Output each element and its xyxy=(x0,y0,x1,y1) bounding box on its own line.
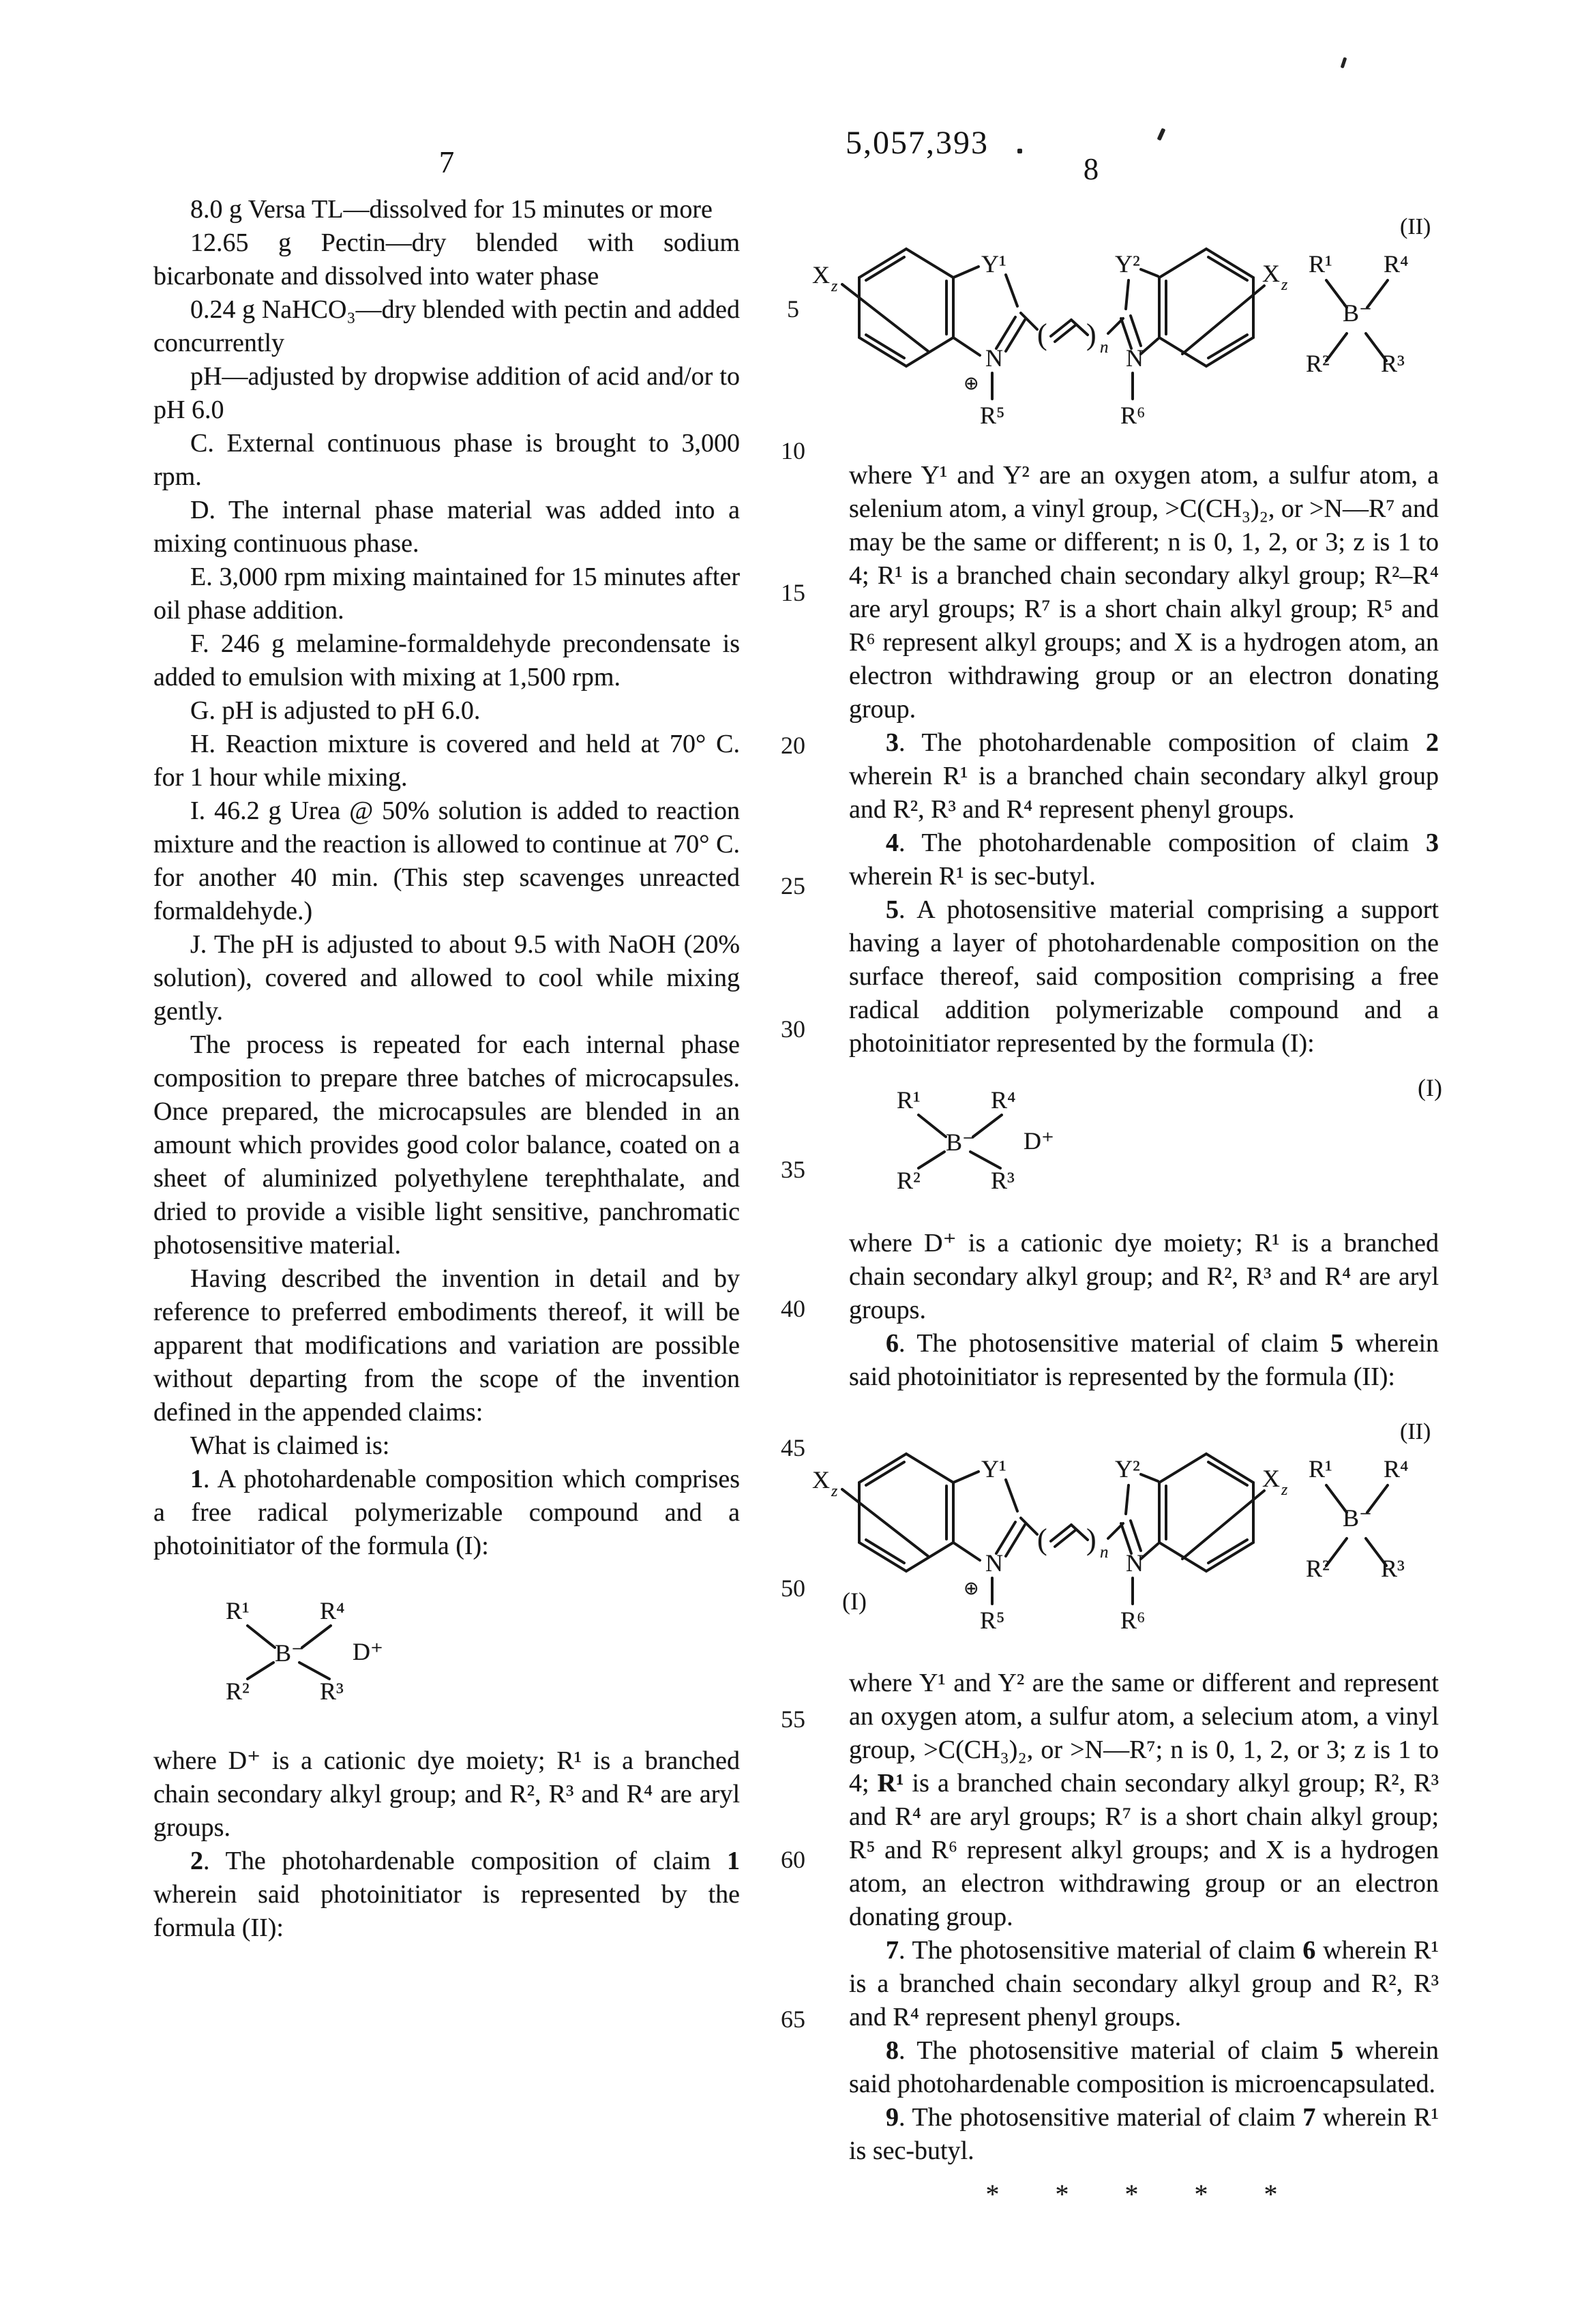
formula-II-label: (II) xyxy=(1400,1419,1431,1444)
atom-z-left-sub: z xyxy=(831,1483,838,1500)
patent-number: 5,057,393 xyxy=(846,125,989,161)
claim-6: 6. The photosensitive material of claim 5 wherein said photoinitiator is represented by the formula (II): xyxy=(849,1329,1439,1391)
step-e: E. 3,000 rpm mixing maintained for 15 minutes after oil phase addition. xyxy=(153,563,740,625)
scan-speck xyxy=(1157,128,1166,141)
formula-II-definition-bottom: where Y¹ and Y² are the same or different and represent an oxygen atom, a sulfur atom, a selecium atom, a vinyl group, >C(CH₃)₂, or >N—R⁷; n is 0, 1, 2, or 3; z is 1 to 4; R¹ is a branched chain secondary alkyl group; R², R³ and R⁴ are aryl groups; R⁷ is a short chain alkyl group; R⁵ and R⁶ represent alkyl groups; and X is a hydrogen atom, an electron withdrawing group or an electron donating group. xyxy=(849,1669,1439,1931)
line-number-5: 5 xyxy=(787,295,799,323)
formula-II-definition-top: where Y¹ and Y² are an oxygen atom, a sulfur atom, a selenium atom, a vinyl group, >C(CH₃)₂, or >N—R⁷ and may be the same or different; n is 0, 1, 2, or 3; z is 1 to 4; R¹ is a branched chain secondary alkyl group; R²–R⁴ are aryl groups; R⁷ is a short chain alkyl group; R⁵ and R⁶ represent alkyl groups; and X is a hydrogen atom, an electron withdrawing group or an electron donating group. xyxy=(849,461,1439,724)
step-versa-tl: 8.0 g Versa TL—dissolved for 15 minutes or more xyxy=(190,195,713,224)
atom-r2: R² xyxy=(897,1167,921,1193)
step-d: D. The internal phase material was added into a mixing continuous phase. xyxy=(153,496,740,558)
chain-open-paren: ( xyxy=(1037,318,1047,351)
formula-I-definition: where D⁺ is a cationic dye moiety; R¹ is a branched chain secondary alkyl group; and R², R³ and R⁴ are aryl groups. xyxy=(153,1746,740,1842)
right-column xyxy=(812,201,1442,2211)
claim-5: 5. A photosensitive material comprising a support having a layer of photohardenable composition on the surface thereof, said composition comprising a free radical addition polymerizable compound and a photoinitiator represented by the formula (I): xyxy=(849,895,1439,1058)
formula-II-structure xyxy=(811,204,1431,432)
formula-I-definition-right: where D⁺ is a cationic dye moiety; R¹ is a branched chain secondary alkyl group; and R², R³ and R⁴ are aryl groups. xyxy=(849,1229,1439,1324)
atom-r5: R⁵ xyxy=(980,1607,1005,1634)
atom-x-right: X xyxy=(1262,260,1280,287)
oplus-charge-icon: ⊕ xyxy=(964,373,979,394)
step-f: F. 246 g melamine-formaldehyde precondensate is added to emulsion with mixing at 1,500 rpm. xyxy=(153,629,740,691)
formula-II-structure xyxy=(811,1409,1431,1637)
atom-z-right-sub: z xyxy=(1281,276,1288,294)
step-j: J. The pH is adjusted to about 9.5 with NaOH (20% solution), covered and allowed to cool while mixing gently. xyxy=(153,930,740,1026)
atom-n-right: N xyxy=(1126,344,1144,372)
chain-close-paren: ) xyxy=(1086,1523,1096,1556)
atom-b: B⁻ xyxy=(946,1129,976,1156)
step-c: C. External continuous phase is brought to 3,000 rpm. xyxy=(153,429,740,491)
atom-d: D⁺ xyxy=(353,1638,383,1665)
step-nahco3: 0.24 g NaHCO₃—dry blended with pectin and added concurrently xyxy=(153,295,740,357)
chain-close-paren: ) xyxy=(1086,318,1096,351)
line-number-45: 45 xyxy=(781,1434,805,1461)
atom-r6: R⁶ xyxy=(1120,402,1146,429)
claim-4: 4. The photohardenable composition of claim 3 wherein R¹ is sec-butyl. xyxy=(849,829,1439,891)
atom-n-left: N xyxy=(985,344,1003,372)
what-is-claimed: What is claimed is: xyxy=(190,1431,390,1460)
atom-r1: R¹ xyxy=(897,1086,921,1114)
formula-II-block-top xyxy=(811,204,1431,441)
atom-r1: R¹ xyxy=(226,1597,250,1624)
scan-speck xyxy=(1017,149,1022,153)
formula-I-block-right xyxy=(884,1074,1442,1202)
atom-x-left: X xyxy=(812,261,830,288)
atom-x-left: X xyxy=(812,1466,830,1493)
atom-r2: R² xyxy=(226,1678,250,1704)
atom-r3: R³ xyxy=(991,1167,1015,1193)
column-number-8: 8 xyxy=(1083,152,1099,186)
claim-3: 3. The photohardenable composition of claim 2 wherein R¹ is a branched chain secondary alkyl group and R², R³ and R⁴ represent phenyl groups. xyxy=(849,728,1439,824)
line-number-55: 55 xyxy=(781,1705,805,1733)
step-i: I. 46.2 g Urea @ 50% solution is added to reaction mixture and the reaction is allowed to continue at 70° C. for another 40 min. (This step scavenges unreacted formaldehyde.) xyxy=(153,796,740,925)
atom-y1: Y¹ xyxy=(981,250,1006,278)
atom-r4: R⁴ xyxy=(991,1086,1016,1114)
atom-r2: R² xyxy=(1306,1555,1330,1582)
atom-y2: Y² xyxy=(1115,250,1140,278)
line-number-60: 60 xyxy=(781,1846,805,1873)
line-number-65: 65 xyxy=(781,2006,805,2033)
line-number-35: 35 xyxy=(781,1156,805,1183)
chain-open-paren: ( xyxy=(1037,1523,1047,1556)
column-number-7: 7 xyxy=(438,145,455,179)
step-pectin: 12.65 g Pectin—dry blended with sodium bicarbonate and dissolved into water phase xyxy=(153,228,740,290)
atom-z-right-sub: z xyxy=(1281,1481,1288,1499)
atom-d: D⁺ xyxy=(1024,1127,1054,1154)
line-number-50: 50 xyxy=(781,1575,805,1602)
line-number-30: 30 xyxy=(781,1015,805,1043)
formula-I-label: (I) xyxy=(1418,1074,1442,1101)
line-number-25: 25 xyxy=(781,872,805,899)
formula-I-structure xyxy=(884,1081,1069,1193)
scan-speck xyxy=(1341,57,1347,69)
atom-n-left: N xyxy=(985,1549,1003,1577)
step-h: H. Reaction mixture is covered and held at 70° C. for 1 hour while mixing. xyxy=(153,730,740,792)
atom-b: B⁻ xyxy=(275,1639,305,1667)
atom-r2: R² xyxy=(1306,350,1330,377)
atom-x-right: X xyxy=(1262,1465,1280,1492)
process-paragraph: The process is repeated for each internal phase composition to prepare three batches of microcapsules. Once prepared, the microcapsules are blended in an amount which provides good color balance, coated on a sheet of aluminized polyethylene terephthalate, and dried to provide a visible light sensitive, panchromatic photosensitive material. xyxy=(153,1030,740,1260)
atom-r5: R⁵ xyxy=(980,402,1005,429)
atom-z-left-sub: z xyxy=(831,278,838,295)
formula-I-structure xyxy=(213,1592,398,1704)
atom-n-right: N xyxy=(1126,1549,1144,1577)
step-ph: pH—adjusted by dropwise addition of acid and/or to pH 6.0 xyxy=(153,362,740,424)
formula-II-label: (II) xyxy=(1400,214,1431,239)
formula-I-label: (I) xyxy=(842,1588,867,1615)
claim-7: 7. The photosensitive material of claim 6 wherein R¹ is a branched chain secondary alkyl group and R², R³ and R⁴ represent phenyl groups. xyxy=(849,1936,1439,2031)
atom-r3: R³ xyxy=(1381,350,1405,377)
atom-b: B⁻ xyxy=(1343,1504,1373,1532)
claim-8: 8. The photosensitive material of claim 5 wherein said photohardenable composition is microencapsulated. xyxy=(849,2036,1439,2098)
line-number-10: 10 xyxy=(781,437,805,464)
atom-r4: R⁴ xyxy=(320,1597,345,1624)
atom-r3: R³ xyxy=(1381,1555,1405,1582)
chain-n-subscript: n xyxy=(1100,1543,1109,1562)
atom-r1: R¹ xyxy=(1309,1455,1332,1483)
step-g: G. pH is adjusted to pH 6.0. xyxy=(190,696,481,725)
atom-r4: R⁴ xyxy=(1384,250,1409,278)
chain-n-subscript: n xyxy=(1100,338,1109,357)
formula-II-block-bottom xyxy=(811,1409,1431,1646)
atom-r6: R⁶ xyxy=(1120,1607,1146,1634)
claim-9: 9. The photosensitive material of claim 7 wherein R¹ is sec-butyl. xyxy=(849,2103,1439,2165)
claim-1: 1. A photohardenable composition which comprises a free radical polymerizable compound and a photoinitiator of the formula (I): xyxy=(153,1465,740,1560)
atom-b: B⁻ xyxy=(1343,299,1373,327)
atom-r3: R³ xyxy=(320,1678,344,1704)
claim-2: 2. The photohardenable composition of claim 1 wherein said photoinitiator is represented by the formula (II): xyxy=(153,1847,740,1942)
line-number-40: 40 xyxy=(781,1295,805,1322)
end-asterisks: * * * * * xyxy=(985,2179,1302,2209)
atom-y2: Y² xyxy=(1115,1455,1140,1483)
line-number-20: 20 xyxy=(781,732,805,759)
atom-r4: R⁴ xyxy=(1384,1455,1409,1483)
line-number-15: 15 xyxy=(781,579,805,606)
atom-r1: R¹ xyxy=(1309,250,1332,278)
closing-paragraph: Having described the invention in detail and by reference to preferred embodiments thereof, it will be apparent that modifications and variation are possible without departing from the scope of the invention defined in the appended claims: xyxy=(153,1264,740,1427)
atom-y1: Y¹ xyxy=(981,1455,1006,1483)
oplus-charge-icon: ⊕ xyxy=(964,1578,979,1599)
